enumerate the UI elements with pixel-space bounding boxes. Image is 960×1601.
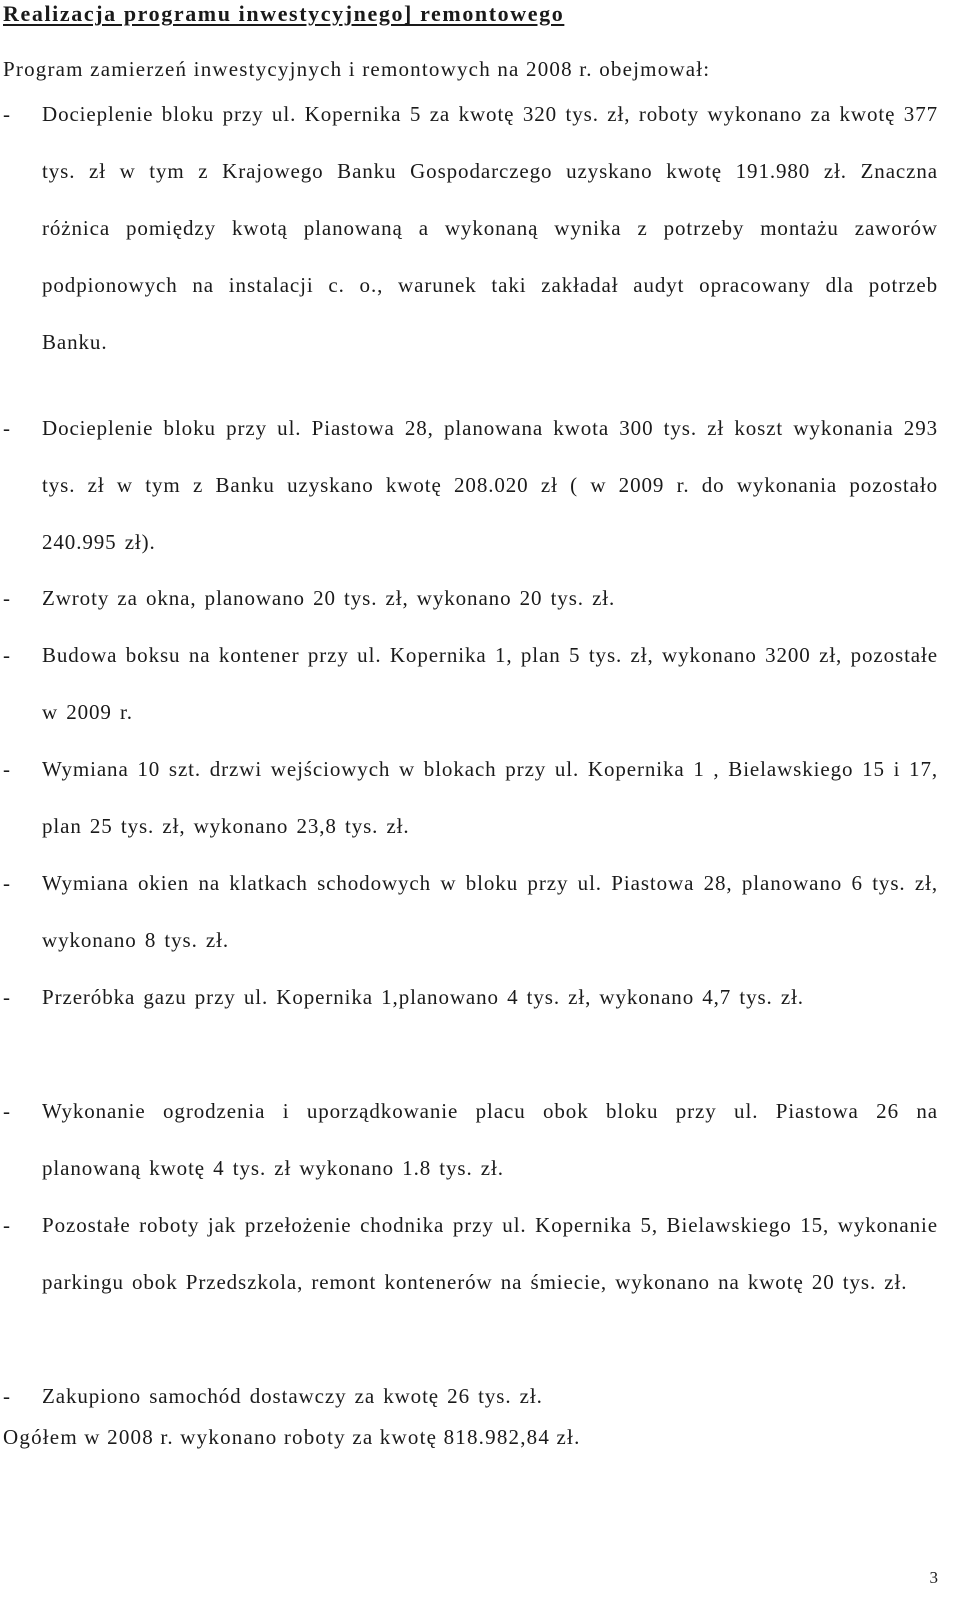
list-dash: -	[3, 1213, 10, 1237]
list-dash: -	[3, 757, 10, 781]
list-dash: -	[3, 1099, 10, 1123]
list-item-gas-rework	[3, 969, 938, 1026]
list-dash: -	[3, 643, 10, 667]
list-item-text: Docieplenie bloku przy ul. Piastowa 28, planowana kwota 300 tys. zł koszt wykonania 293 tys. zł w tym z Banku uzyskano kwotę 208.020 zł ( w 2009 r. do wykonania pozostało 240.995 zł).	[42, 416, 938, 554]
list-item-staircase-windows	[3, 855, 938, 969]
list-item-text: Zwroty za okna, planowano 20 tys. zł, wykonano 20 tys. zł.	[42, 586, 616, 610]
list-item-text: Zakupiono samochód dostawczy za kwotę 26 tys. zł.	[42, 1384, 543, 1408]
page-title: Realizacja programu inwestycyjnego] remontowego	[3, 1, 565, 26]
list-item-delivery-van	[3, 1368, 938, 1425]
list-item-text: Przeróbka gazu przy ul. Kopernika 1,planowano 4 tys. zł, wykonano 4,7 tys. zł.	[42, 985, 804, 1009]
list-dash: -	[3, 416, 10, 440]
list-dash: -	[3, 1384, 10, 1408]
page-number: 3	[929, 1568, 938, 1587]
list-dash: -	[3, 102, 10, 126]
list-item-window-refunds	[3, 570, 938, 627]
list-item-fencing	[3, 1083, 938, 1197]
list-item-piastowa-28-insulation	[3, 400, 938, 571]
list-item-container-box	[3, 627, 938, 741]
summary-paragraph: Ogółem w 2008 r. wykonano roboty za kwotę 818.982,84 zł.	[3, 1425, 581, 1449]
list-dash: -	[3, 586, 10, 610]
list-dash: -	[3, 871, 10, 895]
intro-paragraph: Program zamierzeń inwestycyjnych i remontowych na 2008 r. obejmował:	[3, 57, 711, 81]
list-item-text: Wymiana okien na klatkach schodowych w bloku przy ul. Piastowa 28, planowano 6 tys. zł, wykonano 8 tys. zł.	[42, 871, 938, 952]
list-item-text: Wymiana 10 szt. drzwi wejściowych w blokach przy ul. Kopernika 1 , Bielawskiego 15 i 17, plan 25 tys. zł, wykonano 23,8 tys. zł.	[42, 757, 938, 838]
list-item-text: Budowa boksu na kontener przy ul. Kopernika 1, plan 5 tys. zł, wykonano 3200 zł, pozostałe w 2009 r.	[42, 643, 938, 724]
list-dash: -	[3, 985, 10, 1009]
list-item-text: Pozostałe roboty jak przełożenie chodnika przy ul. Kopernika 5, Bielawskiego 15, wykonanie parkingu obok Przedszkola, remont kontenerów na śmiecie, wykonano na kwotę 20 tys. zł.	[42, 1213, 938, 1294]
list-item-text: Docieplenie bloku przy ul. Kopernika 5 za kwotę 320 tys. zł, roboty wykonano za kwotę 377 tys. zł w tym z Krajowego Banku Gospodarczego uzyskano kwotę 191.980 zł. Znaczna różnica pomiędzy kwotą planowaną a wykonaną wynika z potrzeby montażu zaworów podpionowych na instalacji c. o., warunek taki zakładał audyt opracowany dla potrzeb Banku.	[42, 102, 938, 354]
list-item-kopernika-5-insulation	[3, 86, 938, 371]
list-item-door-replacement	[3, 741, 938, 855]
list-item-other-works	[3, 1197, 938, 1311]
list-item-text: Wykonanie ogrodzenia i uporządkowanie placu obok bloku przy ul. Piastowa 26 na planowaną kwotę 4 tys. zł wykonano 1.8 tys. zł.	[42, 1099, 938, 1180]
